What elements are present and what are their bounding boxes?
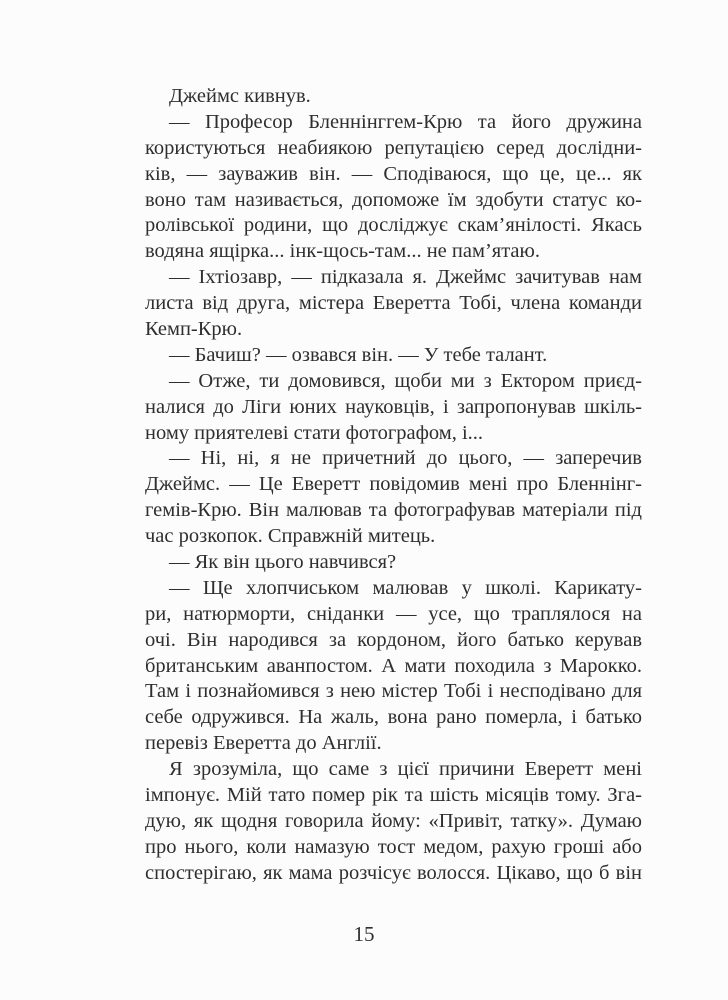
text-line: — Іхтіозавр, — підказала я. Джеймс зачитував нам (169, 266, 642, 289)
text-line: налися до Ліги юних науковців, і запропонував шкіль- (145, 395, 642, 418)
text-line: ному приятелеві стати фотографом, і... (145, 421, 484, 444)
text-line: Я зрозуміла, що саме з цієї причини Еверетт мені (169, 758, 642, 781)
text-line: британським аванпостом. А мати походила з Марокко. (145, 654, 642, 677)
text-line: ролівської родини, що досліджує скам’янілості. Якась (145, 214, 642, 237)
text-line: — Бачиш? — озвався він. — У тебе талант. (169, 343, 548, 366)
text-line: про нього, коли намазую тост медом, рахую гроші або (145, 835, 642, 858)
text-line: — Професор Бленнінггем-Крю та його дружина (169, 110, 642, 133)
text-line: Кемп-Крю. (145, 318, 243, 341)
text-line: воно там називається, допоможе їм здобути статус ко- (145, 188, 642, 211)
text-line: перевіз Еверетта до Англії. (145, 732, 382, 755)
text-line: — Ні, ні, я не причетний до цього, — заперечив (169, 447, 642, 470)
text-line: Там і познайомився з нею містер Тобі і несподівано для (145, 680, 642, 703)
text-line: — Отже, ти домовився, щоби ми з Ектором приєд- (169, 369, 642, 392)
text-line: — Як він цього навчився? (169, 551, 397, 574)
text-line: очі. Він народився за кордоном, його батько керував (145, 628, 642, 651)
text-line: час розкопок. Справжній митець. (145, 525, 436, 548)
text-line: користуються неабиякою репутацією серед дослідни- (145, 136, 642, 159)
text-line: Джеймс. — Це Еверетт повідомив мені про Бленнінг- (145, 473, 642, 496)
text-line: імпонує. Мій тато помер рік та шість місяців тому. Зга- (145, 784, 642, 807)
text-line: дую, як щодня говорила йому: «Привіт, татку». Думаю (145, 809, 642, 832)
text-line: Джеймс кивнув. (169, 85, 311, 107)
page-body-text (145, 84, 642, 887)
text-line: водяна ящірка... інк-щось-там... не пам’ятаю. (145, 240, 540, 263)
text-line: ків, — зауважив він. — Сподіваюся, що це, це... як (145, 162, 642, 185)
page-number: 15 (353, 922, 375, 946)
text-line: ри, натюрморти, сніданки — усе, що траплялося на (145, 602, 642, 625)
text-line: листа від друга, містера Еверетта Тобі, члена команди (145, 292, 642, 315)
text-line: спостерігаю, як мама розчісує волосся. Цікаво, що б він (145, 861, 642, 884)
text-line: — Ще хлопчиськом малював у школі. Карикату- (169, 576, 642, 599)
text-line: себе одружився. На жаль, вона рано померла, і батько (145, 706, 642, 729)
text-line: гемів-Крю. Він малював та фотографував матеріали під (145, 499, 642, 522)
